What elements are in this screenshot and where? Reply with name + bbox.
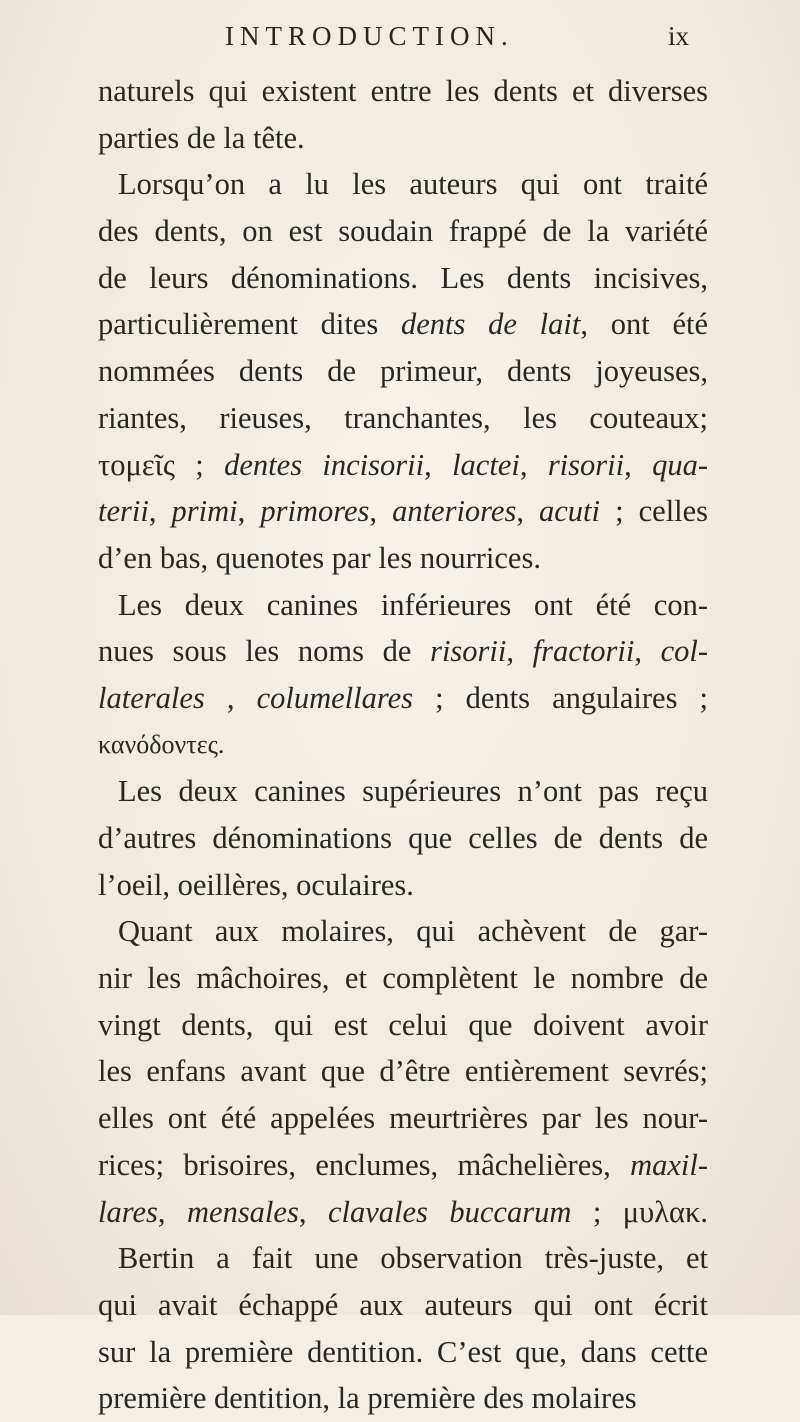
text-run: , (424, 447, 453, 482)
italic-text: acuti (539, 494, 601, 529)
text-run: de leurs dénominations. Les dents incisives, (98, 260, 708, 295)
italic-text: mensales (187, 1194, 299, 1229)
page-header (0, 16, 800, 56)
text-run: les enfans avant que d’être entièrement sevrés; (98, 1054, 708, 1089)
text-run: Les deux canines supérieures n’ont pas reçu (118, 774, 708, 809)
text-run: , (506, 634, 533, 669)
text-line (98, 1095, 708, 1142)
text-line (98, 255, 708, 302)
text-line (98, 68, 708, 115)
text-run: l’oeil, oeillères, oculaires. (98, 867, 414, 902)
text-run: parties de la tête. (98, 120, 305, 155)
italic-text: qua- (652, 447, 708, 482)
text-run: nues sous les noms de (98, 634, 431, 669)
text-line (98, 115, 708, 162)
text-line (98, 908, 708, 955)
text-line (98, 955, 708, 1002)
italic-text: lares (98, 1194, 158, 1229)
text-run: , (369, 494, 393, 529)
body-text (98, 68, 708, 1422)
running-title: INTRODUCTION. (225, 21, 514, 51)
text-run: , (624, 447, 653, 482)
text-line (98, 161, 708, 208)
text-run: , ont été (580, 307, 708, 342)
italic-text: dents de lait (400, 307, 581, 342)
text-line (98, 1282, 708, 1329)
text-run: τομεῖς ; (98, 447, 225, 482)
text-line (98, 1329, 708, 1376)
text-line (98, 535, 708, 582)
text-line (98, 348, 708, 395)
italic-text: risorii (547, 447, 625, 482)
text-line (98, 1142, 708, 1189)
text-run: , (634, 634, 661, 669)
text-run: des dents, on est soudain frappé de la variété (98, 214, 708, 249)
text-run: d’autres dénominations que celles de dents de (98, 821, 708, 855)
text-run: rices; brisoires, enclumes, mâchelières, (98, 1147, 631, 1182)
text-run: nommées dents de primeur, dents joyeuses, (98, 354, 708, 389)
text-run: Bertin a fait une observation très-juste, et (118, 1241, 708, 1276)
italic-text: maxil- (630, 1147, 708, 1182)
italic-text: primores (260, 494, 370, 529)
text-run: sur la première dentition. C’est que, dans cette (98, 1334, 708, 1369)
text-line (98, 768, 708, 815)
text-run: nir les mâchoires, et complètent le nombre de (98, 961, 708, 996)
text-line (98, 862, 708, 909)
text-run: d’en bas, quenotes par les nourrices. (98, 540, 541, 575)
text-line (98, 1002, 708, 1049)
text-run: , (298, 1194, 328, 1229)
italic-text: col- (660, 634, 708, 669)
text-run: première dentition, la première des molaires (98, 1381, 637, 1416)
text-line (98, 1189, 708, 1236)
italic-text: anteriores (392, 494, 517, 529)
text-run: Quant aux molaires, qui achèvent de gar- (118, 914, 708, 949)
text-run: vingt dents, qui est celui que doivent avoir (98, 1007, 708, 1042)
text-run: , (516, 494, 540, 529)
text-line (98, 722, 708, 769)
text-run: naturels qui existent entre les dents et diverses (98, 74, 708, 108)
text-run: Les deux canines inférieures ont été con- (118, 587, 708, 622)
text-line (98, 1375, 708, 1422)
italic-text: lactei (452, 447, 520, 482)
text-line (98, 628, 708, 675)
text-line (98, 815, 708, 862)
italic-text: fractorii (532, 634, 635, 669)
text-line (98, 301, 708, 348)
text-run: riantes, rieuses, tranchantes, les couteaux; (98, 400, 708, 435)
text-run: Lorsqu’on a lu les auteurs qui ont traité (118, 167, 708, 202)
italic-text: primi (171, 494, 238, 529)
text-line (98, 488, 708, 535)
italic-text: risorii (430, 634, 507, 669)
text-line (98, 675, 708, 722)
text-run: , (204, 680, 257, 715)
text-line (98, 582, 708, 629)
italic-text: terii (98, 494, 149, 529)
text-line (98, 1235, 708, 1282)
italic-text: laterales (98, 680, 205, 715)
text-run: ; celles (600, 494, 708, 529)
text-run: ; dents angulaires ; (412, 680, 708, 715)
text-run: , (237, 494, 261, 529)
text-line (98, 442, 708, 489)
text-run: , (519, 447, 548, 482)
text-line (98, 1048, 708, 1095)
text-run: κανόδοντες. (98, 729, 225, 759)
text-run: elles ont été appelées meurtrières par les nour- (98, 1101, 708, 1136)
text-run: , (148, 494, 172, 529)
italic-text: dentes incisorii (224, 447, 425, 482)
text-line (98, 208, 708, 255)
italic-text: columellares (256, 680, 413, 715)
text-run: , (157, 1194, 187, 1229)
text-run: ; μυλακ. (571, 1194, 708, 1229)
page-number: ix (668, 21, 690, 51)
text-run: particulièrement dites (98, 307, 401, 342)
italic-text: clavales buccarum (327, 1194, 572, 1229)
text-line (98, 395, 708, 442)
text-run: qui avait échappé aux auteurs qui ont écrit (98, 1287, 708, 1322)
